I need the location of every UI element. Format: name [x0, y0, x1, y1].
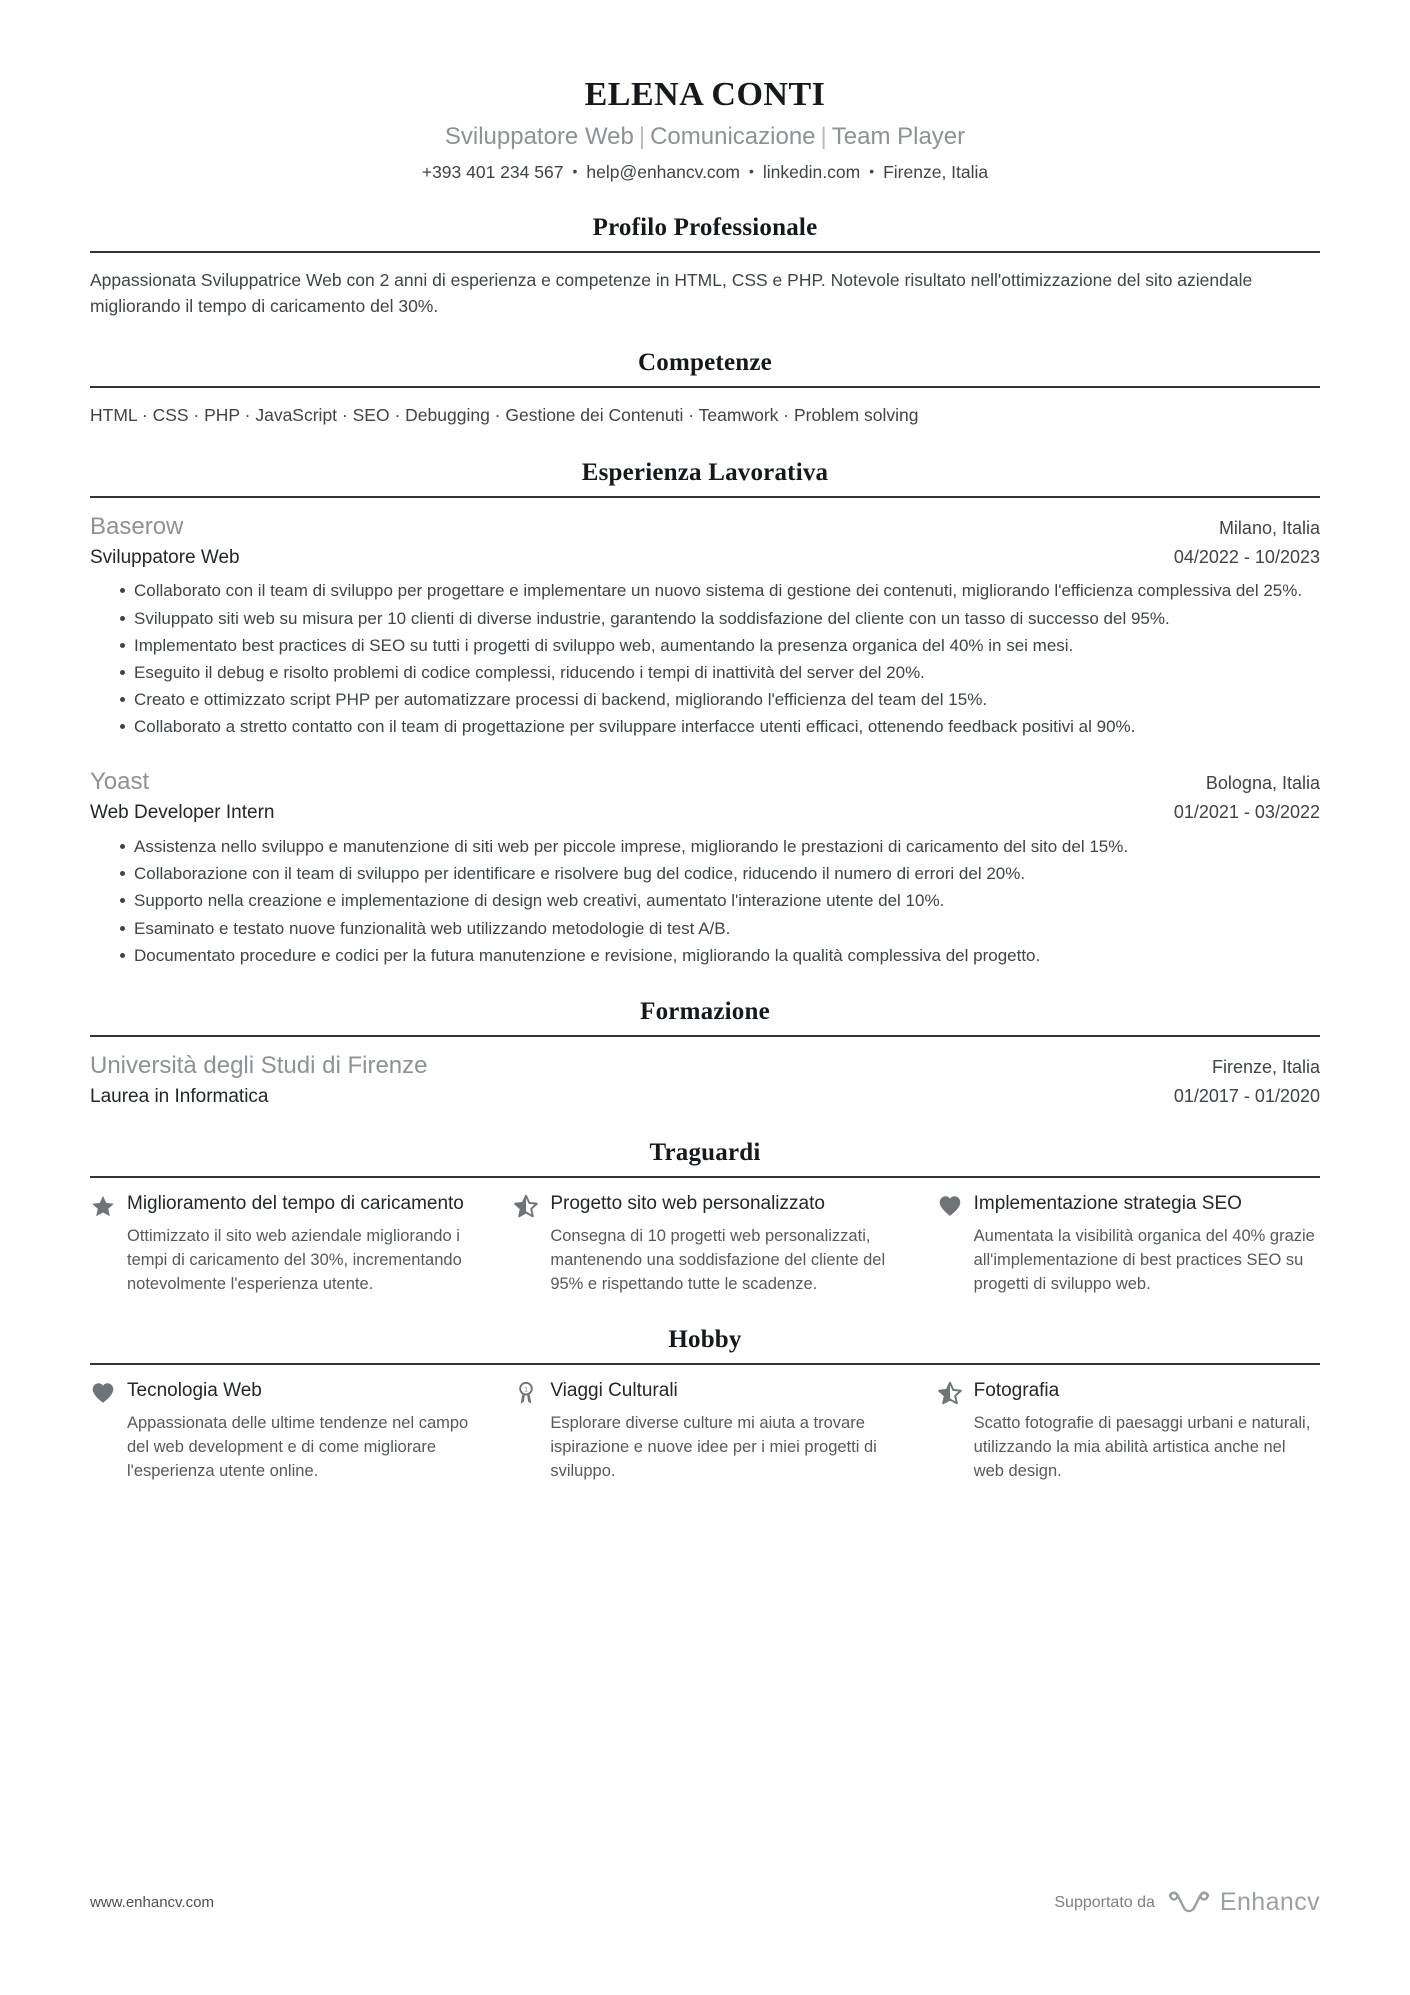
section-title-profile: Profilo Professionale	[592, 213, 818, 241]
entry-bullet: Esaminato e testato nuove funzionalità web utilizzando metodologie di test A/B.	[120, 916, 1320, 941]
card-description: Appassionata delle ultime tendenze nel campo del web development e di come migliorare l'esperienza utente online.	[127, 1414, 469, 1481]
card-title: Tecnologia Web	[127, 1380, 262, 1402]
card	[513, 1379, 936, 1484]
entry-bullet: Assistenza nello sviluppo e manutenzione di siti web per piccole imprese, migliorando le prestazioni di caricamento del sito del 15%.	[120, 834, 1320, 859]
card	[937, 1379, 1320, 1484]
card-description: Ottimizzato il sito web aziendale migliorando i tempi di caricamento del 30%, incrementando notevolmente l'esperienza utente.	[127, 1226, 462, 1293]
entry-role: Web Developer Intern	[90, 802, 275, 824]
hobby-cards	[90, 1379, 1320, 1484]
section-title-hobbies: Hobby	[668, 1326, 742, 1354]
headline-part: Team Player	[831, 123, 966, 151]
skill-item: JavaScript	[255, 405, 338, 426]
card-description: Consegna di 10 progetti web personalizzati, mantenendo una soddisfazione del cliente del 95% e rispettando tutte le scadenze.	[550, 1226, 886, 1293]
section-education	[90, 998, 1320, 1109]
profile-text: Appassionata Sviluppatrice Web con 2 anni di esperienza e competenze in HTML, CSS e PHP. Notevole risultato nell'ottimizzazione del sito aziendale migliorando il tempo di caricamento del 30%.	[90, 269, 1253, 317]
headline-part: Comunicazione	[650, 123, 816, 151]
entry-organization: Yoast	[90, 768, 150, 796]
section-title-achievements: Traguardi	[649, 1138, 761, 1166]
skill-separator: ·	[337, 405, 353, 426]
contact-separator: •	[869, 163, 875, 180]
skill-separator: ·	[137, 405, 153, 426]
skill-item: CSS	[152, 405, 189, 426]
section-profile	[90, 214, 1320, 320]
entry-bullet: Sviluppato siti web su misura per 10 clienti di diverse industrie, garantendo la soddisfazione del cliente con un tasso di successo del 95%.	[120, 606, 1320, 631]
entry-bullet: Collaborato con il team di sviluppo per progettare e implementare un nuovo sistema di gestione dei contenuti, migliorando l'efficienza complessiva del 25%.	[120, 578, 1320, 603]
entry-bullet: Implementato best practices di SEO su tutti i progetti di sviluppo web, aumentando la presenza organica del 40% in sei mesi.	[120, 633, 1320, 658]
entry	[90, 767, 1320, 968]
skill-separator: ·	[778, 405, 794, 426]
entry-organization: Baserow	[90, 512, 184, 540]
heart-icon	[90, 1380, 116, 1406]
entry-organization: Università degli Studi di Firenze	[90, 1051, 428, 1079]
skill-item: Problem solving	[793, 405, 919, 426]
card-title: Fotografia	[973, 1380, 1060, 1402]
entry	[90, 512, 1320, 740]
contact-location: Firenze, Italia	[883, 162, 989, 183]
entry-role: Sviluppatore Web	[90, 546, 240, 568]
contact-line	[90, 161, 1320, 184]
full-name: ELENA CONTI	[584, 76, 826, 113]
entry-bullet-list	[90, 578, 1320, 739]
skill-item: PHP	[204, 405, 240, 426]
entry-dates: 04/2022 - 10/2023	[1173, 546, 1320, 567]
card-description: Scatto fotografie di paesaggi urbani e naturali, utilizzando la mia abilità artistica anche nel web design.	[973, 1414, 1311, 1481]
contact-separator: •	[572, 163, 578, 180]
star-filled-icon	[90, 1193, 116, 1219]
skill-separator: ·	[188, 405, 205, 426]
section-title-skills: Competenze	[638, 349, 772, 377]
skill-item: Gestione dei Contenuti	[505, 405, 684, 426]
skill-item: HTML	[90, 405, 137, 426]
footer-url[interactable]: www.enhancv.com	[90, 1894, 214, 1911]
resume-header	[90, 0, 1320, 184]
svg-text:1: 1	[524, 1386, 529, 1394]
section-skills	[90, 349, 1320, 428]
entry-bullet: Creato e ottimizzato script PHP per automatizzare processi di backend, migliorando l'efficienza del team del 15%.	[120, 687, 1320, 712]
contact-linkedin[interactable]: linkedin.com	[762, 162, 861, 183]
entry-bullet-list	[90, 834, 1320, 968]
skill-separator: ·	[389, 405, 406, 426]
card-title: Implementazione strategia SEO	[973, 1192, 1242, 1214]
entry-bullet: Documentato procedure e codici per la futura manutenzione e revisione, migliorando la qualità complessiva del progetto.	[120, 943, 1320, 968]
card-description: Aumentata la visibilità organica del 40% grazie all'implementazione di best practices SEO su progetti di sviluppo web.	[973, 1226, 1315, 1293]
skill-separator: ·	[683, 405, 699, 426]
star-half-icon	[937, 1380, 963, 1406]
enhancv-wordmark: Enhancv	[1219, 1888, 1320, 1916]
headline-part: Sviluppatore Web	[444, 123, 634, 151]
entry-bullet: Collaborato a stretto contatto con il team di progettazione per sviluppare interfacce utenti efficaci, ottenendo feedback positivi al 90%.	[120, 714, 1320, 739]
headline-separator: |	[820, 123, 827, 151]
contact-separator: •	[749, 163, 754, 180]
page-footer	[90, 1888, 1320, 1917]
skill-separator: ·	[489, 405, 506, 426]
entry-bullet: Collaborazione con il team di sviluppo per identificare e risolvere bug del codice, riducendo il numero di errori del 20%.	[120, 861, 1320, 886]
card	[937, 1192, 1320, 1297]
skill-item: Teamwork	[698, 405, 779, 426]
section-title-education: Formazione	[640, 997, 770, 1025]
award-medal-icon	[513, 1380, 539, 1406]
entry	[90, 1051, 1320, 1109]
entry-dates: 01/2017 - 01/2020	[1173, 1085, 1320, 1106]
card	[513, 1192, 936, 1297]
footer-supported-by: Supportato da	[1054, 1893, 1155, 1911]
card-title: Miglioramento del tempo di caricamento	[127, 1192, 464, 1214]
enhancv-logo	[1167, 1888, 1320, 1917]
card	[90, 1379, 513, 1484]
card-title: Progetto sito web personalizzato	[550, 1192, 825, 1214]
heart-icon	[937, 1193, 963, 1219]
entry-location: Bologna, Italia	[1205, 773, 1320, 794]
enhancv-mark-icon	[1167, 1890, 1211, 1916]
section-achievements	[90, 1139, 1320, 1297]
section-hobbies	[90, 1326, 1320, 1484]
contact-phone: +393 401 234 567	[421, 162, 564, 183]
headline-separator: |	[638, 123, 646, 151]
entry-location: Milano, Italia	[1218, 517, 1320, 538]
contact-email[interactable]: help@enhancv.com	[586, 162, 740, 183]
card-title: Viaggi Culturali	[550, 1380, 678, 1402]
skill-item: Debugging	[405, 405, 490, 426]
experience-entries	[90, 498, 1320, 968]
skills-list	[90, 402, 1320, 428]
achievement-cards	[90, 1192, 1320, 1297]
entry-role: Laurea in Informatica	[90, 1085, 269, 1107]
entry-dates: 01/2021 - 03/2022	[1173, 802, 1320, 823]
card-description: Esplorare diverse culture mi aiuta a trovare ispirazione e nuove idee per i miei progetti di sviluppo.	[550, 1414, 877, 1481]
entry-bullet: Supporto nella creazione e implementazione di design web creativi, aumentato l'interazione utente del 10%.	[120, 888, 1320, 913]
headline	[90, 123, 1320, 152]
section-experience	[90, 459, 1320, 968]
skill-separator: ·	[239, 405, 256, 426]
skill-item: SEO	[352, 405, 390, 426]
section-title-experience: Esperienza Lavorativa	[581, 458, 829, 486]
card	[90, 1192, 513, 1297]
entry-location: Firenze, Italia	[1211, 1056, 1320, 1077]
education-entries	[90, 1037, 1320, 1109]
star-half-icon	[513, 1193, 539, 1219]
entry-bullet: Eseguito il debug e risolto problemi di codice complessi, riducendo i tempi di inattività del server del 20%.	[120, 660, 1320, 685]
